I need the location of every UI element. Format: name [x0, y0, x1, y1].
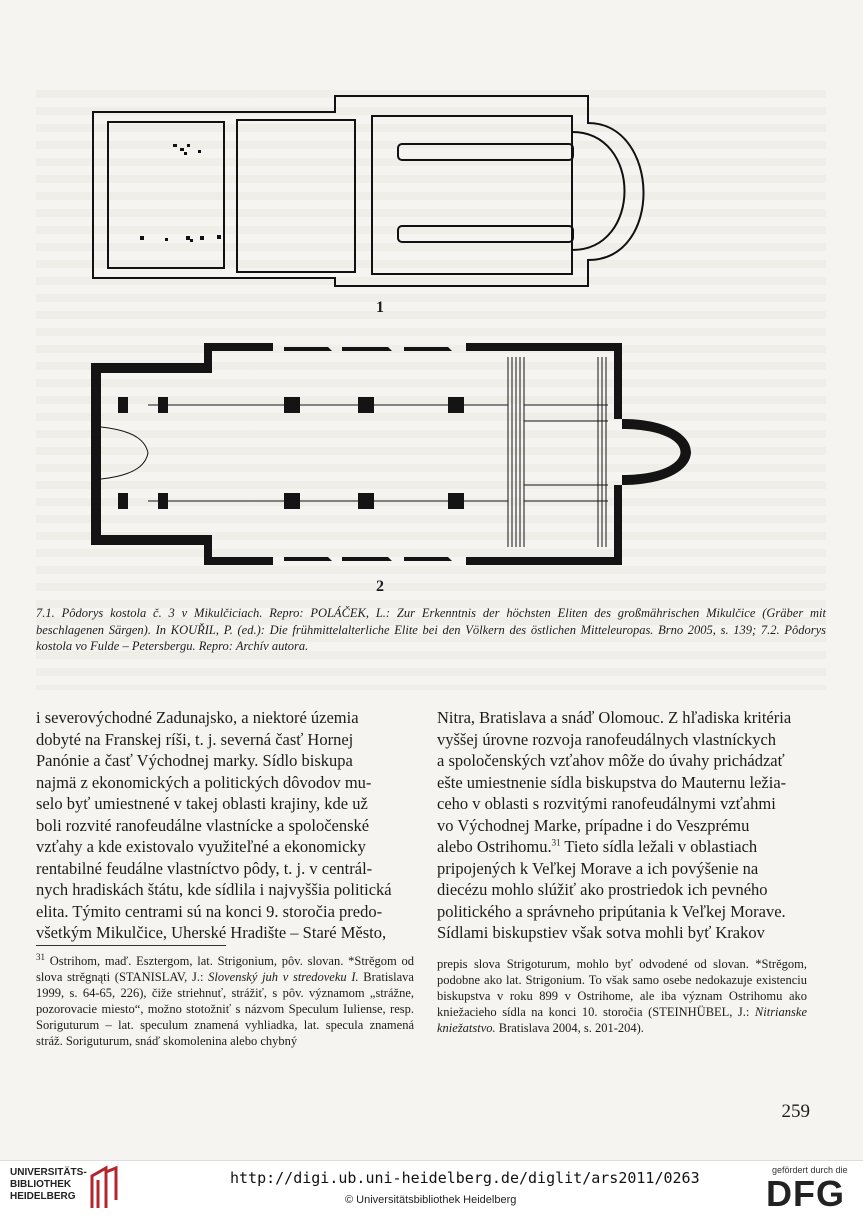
footnote-number: 31	[36, 951, 45, 962]
library-line: BIBLIOTHEK	[10, 1179, 72, 1190]
library-logo-icon	[88, 1164, 120, 1210]
text-line: vzťahy a kde existovalo využiteľné a ekonomicky	[36, 837, 366, 856]
footnote-title: Slovenský juh v stredoveku I.	[208, 970, 359, 984]
figure-number-1: 1	[376, 299, 384, 316]
copyright-notice: © Universitätsbibliothek Heidelberg	[345, 1194, 517, 1206]
text-line: všetkým Mikulčice, Uherské Hradište – Staré Město,	[36, 923, 387, 942]
permalink-url[interactable]: http://digi.ub.uni-heidelberg.de/diglit/ars2011/0263	[230, 1169, 700, 1187]
library-name	[10, 1167, 87, 1203]
text-line: nych hradiskách štátu, kde sídlila i najvyššia politická	[36, 880, 392, 899]
text-line: vyššej úrovne rozvoja ranofeudálnych vlastníckych	[437, 729, 777, 749]
text-line: Sídlami biskupstiev však sotva mohli byť Krakov	[437, 923, 765, 942]
footnote-31-right	[437, 956, 807, 1036]
footnote-title: Nitrianske kniežatstvo.	[437, 1005, 807, 1035]
text-line: ešte umiestnenie sídla biskupstva do Mauternu ležia-	[437, 772, 787, 792]
text-line: vo Východnej Marke, prípadne i do Veszprému	[437, 815, 750, 835]
figure-caption: 7.1. Pôdorys kostola č. 3 v Mikulčiciach. Repro: POLÁČEK, L.: Zur Erkenntnis der höchsten Eliten des großmährischen Mikulčice (Gräber mit beschlagenen Särgen). In KOUŘIL, P. (ed.): Die frühmittelalterliche Elite bei den Völkern des östlichen Mitteleuropas. Brno 2005, s. 139; 7.2. Pôdorys kostola vo Fulde – Petersbergu. Repro: Archív autora.	[36, 606, 826, 653]
footnote-text: Ostrihom, maď. Esztergom, lat. Strigonium, pôv. slovan. *Strěgom od slova strěgnąti (STANISLAV, J.:	[36, 954, 414, 984]
footnote-reference[interactable]: 31	[551, 837, 561, 848]
footnote-31-left	[36, 953, 414, 1049]
body-column-right	[437, 707, 807, 944]
text-line: diecézu mohlo slúžiť ako prostriedok ich pevného	[437, 880, 768, 899]
text-fragment: alebo Ostrihomu.	[437, 837, 552, 856]
floor-plan-1	[90, 88, 660, 294]
footnote-text: Bratislava 2004, s. 201-204).	[495, 1021, 644, 1035]
text-line: pripojených k Veľkej Morave a ich povýšenie na	[437, 858, 759, 878]
footnote-text: prepis slova Strigoturum, mohlo byť odvodené od slovan. *Strěgom, podobne ako lat. Strigonium. To však samo osebe nedokazuje existenciu biskupstva v roku 899 v Ostrihome, ale iba význam Ostrihomu ako kniežacieho sídla na konci 10. storočia (STEINHÜBEL, J.:	[437, 957, 807, 1019]
text-line: a spoločenských vzťahov môže do úvahy prichádzať	[437, 751, 785, 770]
funding-note: gefördert durch die	[772, 1165, 848, 1175]
floor-plan-2	[88, 335, 716, 575]
footnote-text: Bratislava 1999, s. 64-65, 226), čiže striehnuť, strážiť, s pôv. významom „strážne, pozorovacie miesto“, možno stotožniť s názvom Speculum Iuliense, resp. Soriguturum – lat. speculum znamená vyhliadka, lat. specula znamená stráž. Soriguturum, snáď skomolenina alebo chybný	[36, 970, 414, 1048]
text-line: boli rozvité ranofeudálne vlastnícke a spoločenské	[36, 815, 370, 835]
text-line: rentabilné feudálne vlastníctvo pôdy, t. j. v centrál-	[36, 858, 373, 878]
text-line	[437, 836, 807, 858]
page-number: 259	[781, 1101, 810, 1122]
text-line: Panónie a časť Východnej marky. Sídlo biskupa	[36, 751, 353, 770]
figure-number-2: 2	[376, 578, 384, 595]
text-line: najmä z ekonomických a politických dôvodov mu-	[36, 772, 372, 792]
text-line: selo byť umiestnené v takej oblasti krajiny, kde už	[36, 794, 368, 813]
body-column-left	[36, 707, 414, 944]
text-line: politického a správneho pripútania k Veľkej Morave.	[437, 901, 786, 921]
library-line: HEIDELBERG	[10, 1191, 76, 1202]
text-line: ceho v oblasti s rozvitými ranofeudálnymi vzťahmi	[437, 794, 776, 813]
text-line: Nitra, Bratislava a snáď Olomouc. Z hľadiska kritéria	[437, 708, 792, 727]
viewer-footer	[0, 1160, 863, 1218]
text-line: elita. Týmito centrami sú na konci 9. storočia predo-	[36, 901, 383, 921]
library-line: UNIVERSITÄTS-	[10, 1167, 87, 1178]
dfg-logo: DFG	[766, 1173, 845, 1214]
text-line: dobyté na Franskej ríši, t. j. severná časť Hornej	[36, 729, 354, 749]
text-line: i severovýchodné Zadunajsko, a niektoré územia	[36, 708, 359, 727]
footnote-divider	[36, 945, 226, 946]
text-fragment: Tieto sídla ležali v oblastiach	[564, 837, 758, 856]
